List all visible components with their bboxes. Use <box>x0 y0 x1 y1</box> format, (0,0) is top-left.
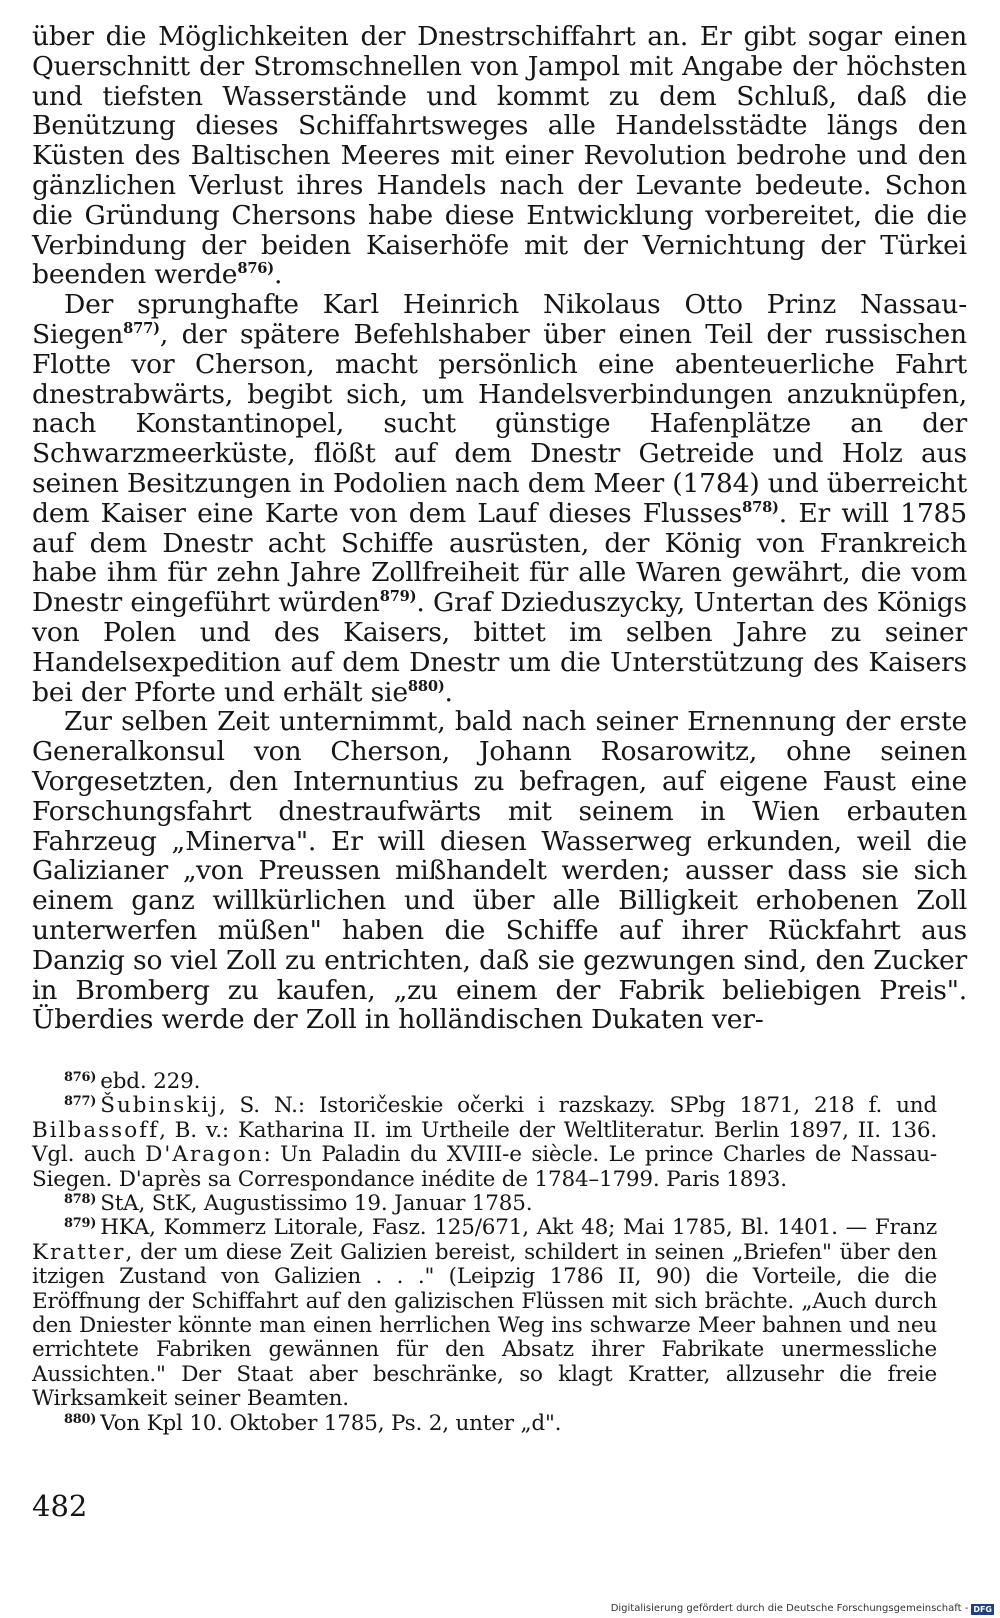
page-number: 482 <box>32 1489 88 1523</box>
footnote-author: D'Aragon <box>145 1142 264 1168</box>
paragraph-3 <box>32 707 967 1035</box>
paragraph-1 <box>32 22 967 290</box>
paragraph-2-segment: Der sprunghafte Karl Heinrich Nikolaus Otto Prinz Nassau-Siegen <box>32 289 967 350</box>
footnote-ref-879: 879) <box>379 587 417 605</box>
footnote-mark: 877) <box>64 1094 97 1110</box>
body-text <box>32 22 967 1035</box>
paragraph-3-text: Zur selben Zeit unternimmt, bald nach seiner Ernennung der erste Generalkonsul von Cherson, Johann Rosarowitz, ohne seinen Vorgesetzten, den Internuntius zu befragen, auf eigene Faust eine Forschungsfahrt dnestraufwärts mit seinem in Wien erbauten Fahrzeug „Minerva". Er will diesen Wasserweg erkunden, weil die Galizianer „von Preussen mißhandelt werden; ausser dass sie sich einem ganz willkürlichen und über alle Billigkeit erhobenen Zoll unterwerfen müßen" haben die Schiffe auf ihrer Rückfahrt aus Danzig so viel Zoll zu entrichten, daß sie gezwungen sind, den Zucker in Bromberg zu kaufen, „zu einem der Fabrik beliebigen Preis". Überdies werde der Zoll in holländischen Dukaten ver- <box>32 706 967 1036</box>
paragraph-1-tail: . <box>274 259 283 291</box>
dfg-logo-icon: DFG <box>973 1604 992 1614</box>
footnote-ref-878: 878) <box>742 498 779 516</box>
footnote-author: Šubinskij <box>100 1093 219 1119</box>
footnote-text: , S. N.: Istoričeskie očerki i razskazy. SPbg 1871, 218 f. und <box>218 1093 937 1119</box>
paragraph-2-segment: . <box>444 676 453 708</box>
paragraph-2-segment: , der spätere Befehlshaber über einen Teil der russischen Flotte vor Cherson, macht persönlich eine abenteuerliche Fahrt dnestrabwärts, begibt sich, um Handelsverbindungen anzuknüpfen, nach Konstantinopel, sucht günstige Hafenplätze an der Schwarzmeerküste, flößt auf dem Dnestr Getreide und Holz aus seinen Besitzungen in Podolien nach dem Meer (1784) und überreicht dem Kaiser eine Karte von dem Lauf dieses Flusses <box>32 318 967 529</box>
footnote-878 <box>32 1192 937 1216</box>
footnote-author: Kratter <box>32 1239 126 1265</box>
footnote-mark: 880) <box>64 1411 97 1427</box>
footnote-ref-880: 880) <box>407 677 445 695</box>
footnote-877 <box>32 1094 937 1192</box>
footnote-text: HKA, Kommerz Litorale, Fasz. 125/671, Akt 48; Mai 1785, Bl. 1401. — Franz <box>100 1215 937 1241</box>
footnote-ref-877: 877) <box>123 319 160 337</box>
footnote-mark: 878) <box>64 1191 97 1207</box>
footnote-876 <box>32 1070 937 1094</box>
paragraph-2-segment: . Er will 1785 auf dem Dnestr acht Schiffe ausrüsten, der König von Frankreich habe ihm für zehn Jahre Zollfreiheit für alle Waren gewährt, die vom Dnestr eingeführt würden <box>32 497 967 619</box>
footnote-author: Bilbassoff <box>32 1117 160 1143</box>
footnote-text: : Un Paladin du XVIII-e siècle. Le prince Charles de Nassau-Siegen. D'après sa Correspondance inédite de 1784–1799. Paris 1893. <box>32 1142 937 1192</box>
footnote-880 <box>32 1412 937 1436</box>
credit-text: Digitalisierung gefördert durch die Deutsche Forschungsgemeinschaft - <box>610 1603 969 1614</box>
footnote-mark: 876) <box>64 1069 97 1085</box>
footnote-text: , B. v.: Katharina II. im Urtheile der Weltliteratur. Berlin 1897, II. 136. Vgl. auch <box>32 1117 937 1168</box>
paragraph-2-segment: . Graf Dzieduszycky, Untertan des Königs von Polen und des Kaisers, bittet im selben Jahre zu seiner Handelsexpedition auf dem Dnestr um die Unterstützung des Kaisers bei der Pforte und erhält sie <box>32 587 967 708</box>
footnote-879 <box>32 1216 937 1411</box>
footnotes <box>32 1070 937 1436</box>
footnote-ref-876: 876) <box>237 260 275 278</box>
paragraph-2 <box>32 290 967 707</box>
footnote-text: Von Kpl 10. Oktober 1785, Ps. 2, unter „d". <box>100 1410 562 1436</box>
footnote-text: ebd. 229. <box>100 1069 201 1094</box>
paragraph-1-text: über die Möglichkeiten der Dnestrschiffahrt an. Er gibt sogar einen Querschnitt der Stromschnellen von Jampol mit Angabe der höchsten und tiefsten Wasserstände und kommt zu dem Schluß, daß die Benützung dieses Schiffahrtsweges alle Handelsstädte längs den Küsten des Baltischen Meeres mit einer Revolution bedrohe und den gänzlichen Verlust ihres Handels nach der Levante bedeute. Schon die Gründung Chersons habe diese Entwicklung vorbereitet, die die Verbindung der beiden Kaiserhöfe mit der Vernichtung der Türkei beenden werde <box>32 21 967 291</box>
footnote-text: StA, StK, Augustissimo 19. Januar 1785. <box>100 1191 533 1217</box>
footnote-mark: 879) <box>64 1216 97 1232</box>
digitization-credit <box>611 1603 994 1615</box>
footnote-text: , der um diese Zeit Galizien bereist, schildert in seinen „Briefen" über den itzigen Zustand von Galizien . . ." (Leipzig 1786 II, 90) die Vorteile, die die Eröffnung der Schiffahrt auf den galizischen Flüssen mit sich brächte. „Auch durch den Dniester könnte man einen herrlichen Weg ins schwarze Meer bahnen und neu errichtete Fabriken gewännen für den Absatz ihrer Fabrikate unermessliche Aussichten." Der Staat aber beschränke, so klagt Kratter, allzusehr die freie Wirksamkeit seiner Beamten. <box>32 1239 937 1412</box>
